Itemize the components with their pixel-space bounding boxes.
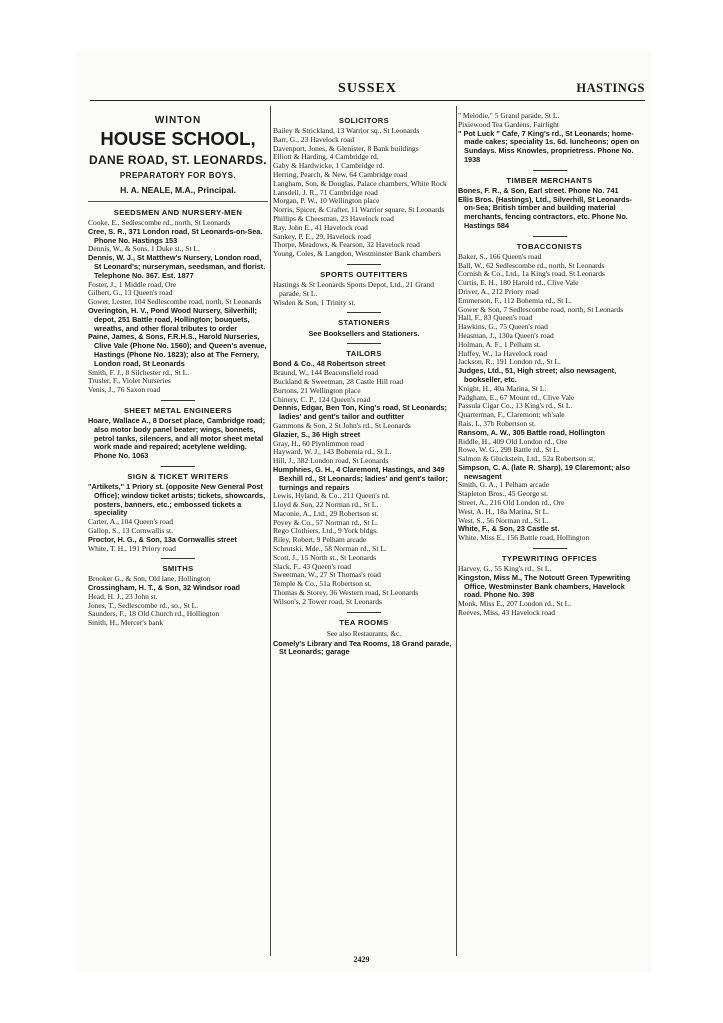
directory-entry: Hill, J., 382 London road, St Leonards (273, 456, 389, 466)
directory-entry: Braund, W., 144 Beaconsfield road (273, 368, 379, 378)
directory-entry: Gaby & Hardwicke, 1 Cambridge rd. (273, 161, 385, 171)
directory-entry: Huffey, W., 1a Havelock road (458, 348, 548, 358)
directory-entry: White, Miss E., 156 Battle road, Hollington (458, 533, 590, 543)
directory-entry-bold: Kingston, Miss M., The Notcutt Green Typewriting Office, Westminster Bank chambers, Havelock road. Phone No. 398 (458, 572, 631, 600)
directory-entry: Rais, I., 37b Robertson st. (458, 418, 536, 428)
directory-entry: Sweetman, W., 27 St Thomas's road (273, 570, 381, 580)
directory-entry-bold: Dennis, Edgar, Ben Ton, King's road, St Leonards; ladies' and gent's tailor and outfitter (273, 403, 447, 422)
directory-entry: Driver, A., 212 Priory road (458, 286, 539, 296)
directory-entry-bold: Proctor, H. G., & Son, 13a Cornwallis street (88, 534, 237, 544)
directory-entry: " Melodie," 5 Grand parade, St L. (458, 112, 560, 120)
directory-entry-bold: Ellis Bros. (Hastings), Ltd., Silverhill, St Leonards-on-Sea; British timber and building material merchants, fencing contractors, etc. Phone No. Hastings 584 (458, 194, 632, 230)
directory-entry: Temple & Co., 51a Robertson st. (273, 579, 372, 589)
directory-entry: Burtons, 21 Wellington place (273, 385, 361, 395)
directory-entry-bold: Comely's Library and Tea Rooms, 18 Grand parade, St Leonards; garage (273, 638, 452, 657)
directory-entry: Lansdell, J. R., 71 Cambridge road (273, 187, 378, 197)
directory-entry: Salmon & Gluckstein, Ltd., 52a Robertson st. (458, 454, 596, 464)
column-rule (456, 106, 457, 956)
directory-entry-bold: Glazier, S., 36 High street (273, 429, 361, 439)
directory-entry: West, S., 56 Norman rd., St L. (458, 515, 549, 525)
directory-entry: Gray, H., 60 Plynlimmon road (273, 438, 364, 448)
directory-entry: Baker, S., 166 Queen's road (458, 251, 542, 261)
directory-entry-bold: Humphries, G. H., 4 Claremont, Hastings, and 349 Bexhill rd., St Leonards; ladies' and gent's tailor; turnings and repairs (273, 464, 448, 492)
column-rule (270, 106, 271, 956)
directory-entry: Morgan, P. W., 10 Wellington place (273, 196, 380, 206)
directory-entry: Norris, Spicer, & Crafter, 11 Warrior square, St Leonards (273, 205, 445, 215)
directory-entry: Brooker G., & Son, Old lane, Hollington (88, 574, 211, 584)
directory-entry: Riley, Robert, 9 Pelham arcade (273, 535, 367, 545)
directory-entry: Saunders, F., 18 Old Church rd., Hollington (88, 609, 220, 619)
directory-entry: Cornish & Co., Ltd., 1a King's road, St Leonards (458, 269, 605, 279)
directory-entry: Riddle, H., 409 Old London rd., Ore (458, 436, 568, 446)
section-heading: STATIONERS (338, 318, 390, 328)
directory-entry-bold: White, F., & Son, 23 Castle st. (458, 524, 560, 534)
directory-entry: Emmerson, F., 112 Bohemia rd., St L. (458, 295, 572, 305)
section-divider (347, 312, 381, 313)
directory-entry-bold: Cree, S. R., 371 London road, St Leonards-on-Sea. Phone No. Hastings 153 (88, 226, 263, 245)
directory-entry: Phillips & Cheesman, 23 Havelock road (273, 213, 394, 223)
directory-entry: Pixiewood Tea Gardens, Fairlight (458, 119, 559, 129)
directory-entry: Buckland & Sweetman, 28 Castle Hill road (273, 376, 404, 386)
section-heading: TOBACCONISTS (516, 241, 583, 251)
directory-entry-bold: "Artikets," 1 Priory st. (opposite New General Post Office); window ticket artists; tickets, showcards, posters, banners, etc.; embossed tickets a speciality (88, 481, 266, 518)
directory-entry: Scott, J., 15 North st., St Leonards (273, 552, 377, 562)
directory-entry: Head, H. J., 23 John st. (88, 591, 158, 601)
directory-entry: Elliott & Harding, 4 Cambridge rd. (273, 152, 379, 162)
directory-entry: Padgham, E., 67 Mount rd., Clive Vale (458, 392, 575, 402)
directory-entry: Dennis, W., & Sons, 1 Duke st., St L. (88, 244, 200, 254)
section-heading: SMITHS (162, 564, 194, 574)
directory-entry: Stapleton Bros., 45 George st. (458, 489, 549, 499)
directory-entry: Wisden & Son, 1 Trinity st. (273, 297, 356, 307)
directory-entry: Thorpe, Meadows, & Fearson, 32 Havelock road (273, 240, 420, 250)
directory-entry: Jones, T., Sedlescombe rd., so., St L. (88, 600, 199, 610)
directory-entry: Sankey, P. E., 29, Havelock road (273, 231, 371, 241)
directory-entry: Smith, H., Mercer's bank (88, 618, 164, 628)
directory-entry-bold: Bones, F. R., & Son, Earl street. Phone No. 741 (458, 185, 619, 195)
page-header (90, 80, 645, 101)
directory-entry: Ball, W., 62 Sedlescombe rd., north, St Leonards (458, 260, 605, 270)
directory-entry: Cooke, E., Sedlescombe rd., north, St Leonards (88, 218, 231, 227)
section-heading: SHEET METAL ENGINEERS (123, 405, 233, 415)
section-heading: TYPEWRITING OFFICES (501, 554, 598, 564)
directory-column-3 (458, 112, 641, 954)
section-divider (161, 466, 195, 467)
directory-entry: Knight, H., 40a Marina, St L. (458, 383, 547, 393)
section-divider (533, 236, 567, 237)
section-divider (347, 264, 381, 265)
directory-entry: Quarterman, F., Claremont; wh'sale (458, 410, 565, 420)
directory-entry: Reeves, Miss, 43 Havelock road (458, 608, 556, 618)
directory-entry: Trusler, F., Violet Nurseries (88, 376, 171, 386)
directory-entry: Lloyd & Son, 22 Norman rd., St L. (273, 500, 379, 510)
directory-entry: Bailey & Strickland, 13 Warrior sq., St Leonards (273, 126, 420, 135)
directory-entry: Monk, Miss E., 207 London rd., St L. (458, 599, 572, 609)
section-heading: SOLICITORS (338, 116, 390, 125)
page-number: 2429 (353, 955, 370, 964)
directory-entry-bold: Paine, James, & Sons, F.R.H.S., Harold Nurseries, Clive Vale (Phone No. 1560); and Queen's avenue, Hastings (Phone No. 1823); also at The Fernery, London road, St Leonards (88, 332, 267, 368)
directory-entry: Herring, Pearch, & New, 64 Cambridge road (273, 169, 408, 179)
directory-entry: Venis, J., 76 Saxon road (88, 385, 161, 395)
directory-entry: Maconie, A., Ltd., 29 Robertson st. (273, 508, 379, 518)
directory-entry-bold: " Pot Luck " Cafe, 7 King's rd., St Leonards; home-made cakes; speciality 1s. 6d. luncheons; open on Sundays. Miss Knowles, proprietress. Phone No. 1938 (458, 128, 640, 164)
directory-entry-bold: Overington, H. V., Pond Wood Nursery, Silverhill; depot, 251 Battle road, Hollington; bouquets, wreaths, and other floral tributes to order (88, 305, 257, 333)
section-heading: TAILORS (346, 349, 382, 359)
directory-entry: Rowe, W. G., 299 Battle rd., St L. (458, 445, 560, 455)
directory-entry: Langham, Son, & Douglas, Palace chambers, White Rock (273, 178, 447, 188)
directory-entry: Curtis, E. H., 180 Harold rd., Clive Vale (458, 278, 579, 288)
school-advertisement (88, 115, 268, 202)
directory-entry: Slack, F., 43 Queen's road (273, 561, 352, 571)
cross-reference-note: See also Restaurants, &c. (326, 628, 402, 638)
directory-entry: Passula Cigar Co., 13 King's rd., St L. (458, 401, 573, 411)
directory-entry: Gallop, S., 13 Cornwallis st. (88, 525, 174, 535)
section-divider (161, 400, 195, 401)
section-divider (161, 558, 195, 559)
town-heading: HASTINGS (576, 81, 645, 95)
section-divider (347, 343, 381, 344)
directory-column-1 (88, 112, 268, 954)
directory-entry-bold: Bond & Co., 48 Robertson street (273, 359, 386, 369)
section-heading: SEEDSMEN AND NURSERY-MEN (113, 208, 243, 217)
ad-heading: WINTON (154, 115, 202, 126)
directory-entry: Barr, G., 23 Havelock road (273, 134, 355, 144)
section-heading: SPORTS OUTFITTERS (320, 269, 408, 279)
directory-entry: Gammons & Son, 2 St John's rd., St Leonards (273, 420, 411, 430)
directory-entry: Chinery, C. P., 124 Queen's road (273, 394, 371, 404)
directory-entry: Lewis, Hyland, & Co., 211 Queen's rd. (273, 491, 390, 501)
directory-entry: Gilbert, G., 13 Queen's road (88, 288, 173, 298)
section-heading: SIGN & TICKET WRITERS (127, 471, 229, 481)
section-divider (533, 170, 567, 171)
ad-title: HOUSE SCHOOL, (100, 128, 256, 149)
directory-entry: Hastings & St Leonards Sports Depot, Ltd., 21 Grand parade, St L. (273, 279, 435, 298)
directory-entry: Foster, J., 1 Middle road, Ore (88, 279, 177, 289)
section-heading: TEA ROOMS (339, 617, 389, 627)
directory-entry-bold: Crossingham, H. T., & Son, 32 Windsor road (88, 583, 240, 593)
directory-column-2 (273, 112, 455, 954)
directory-entry: Carter, A., 104 Queen's road (88, 517, 173, 527)
directory-entry: Jackson, R., 191 London rd., St L. (458, 357, 561, 367)
directory-entry: White, T. H., 191 Priory road (88, 543, 176, 553)
directory-entry-bold: Simpson, C. A. (late R. Sharp), 19 Claremont; also newsagent (458, 462, 631, 481)
ad-principal: H. A. NEALE, M.A., Principal. (120, 185, 236, 195)
directory-entry: West, A. H., 18a Marina, St L. (458, 506, 550, 516)
directory-entry: Davenport, Jones, & Glenister, 8 Bank buildings (273, 143, 419, 153)
cross-reference-note: See Booksellers and Stationers. (308, 329, 420, 339)
directory-entry: Ray, John E., 41 Havelock road (273, 222, 368, 232)
section-divider (533, 548, 567, 549)
county-heading: SUSSEX (338, 81, 397, 96)
directory-entry: Hayward, W. J., 143 Bohemia rd., St L. (273, 447, 392, 457)
directory-entry-bold: Judges, Ltd., 51, High street; also newsagent, bookseller, etc. (458, 366, 617, 384)
directory-entry-bold: Ransom, A. W., 305 Battle road, Hollington (458, 427, 605, 437)
ad-subtitle: PREPARATORY FOR BOYS. (119, 171, 237, 180)
directory-entry: Hall, F., 83 Queen's road (458, 313, 533, 323)
entry-list (88, 208, 268, 628)
directory-entry: Young, Coles, & Langdon, Westminster Bank chambers (273, 249, 441, 259)
entry-list (273, 116, 455, 657)
directory-entry: Gower, Lester, 104 Sedlescombe road, north, St Leonards (88, 297, 262, 307)
directory-entry-bold: Hoare, Wallace A., 8 Dorset place, Cambridge road; also motor body panel beater; wings, bonnets, petrol tanks, silencers, and all motor sheet metal work made and repaired; acetylene welding. Phone No. 1063 (88, 415, 266, 461)
section-heading: TIMBER MERCHANTS (506, 175, 593, 185)
directory-entry: Schrutski, Mde., 58 Norman rd., St L. (273, 544, 387, 554)
directory-entry: Harvey, G., 55 King's rd., St L. (458, 564, 552, 574)
directory-entry: Rego Clothiers, Ltd., 9 York bldgs. (273, 526, 379, 536)
directory-entry: Smith, G. A., 1 Pelham arcade (458, 480, 550, 490)
directory-entry: Gower & Son, 7 Sedlescombe road, north, St Leonards (458, 304, 624, 314)
directory-entry: Povey & Co., 57 Norman rd., St L. (273, 517, 378, 527)
section-divider (347, 612, 381, 613)
directory-entry: Hawkins, G., 75 Queen's road (458, 322, 548, 332)
directory-entry-bold: Dennis, W. J., St Matthew's Nursery, London road, St Leonard's; nurseryman, seedsman, and florist. Telephone No. 367. Est. 1877 (88, 253, 266, 280)
directory-entry: Heasman, J., 130a Queen's road (458, 330, 554, 340)
directory-entry: Thomas & Storey, 36 Western road, St Leonards (273, 588, 419, 598)
entry-list (458, 112, 641, 618)
directory-entry: Wilson's, 2 Tower road, St Leonards (273, 596, 382, 606)
ad-address: DANE ROAD, ST. LEONARDS. (89, 153, 267, 167)
directory-entry: Street, A., 216 Old London rd., Ore (458, 498, 565, 508)
directory-entry: Smith, F. J., 8 Silchester rd., St L. (88, 367, 190, 377)
directory-entry: Holman, A. F., 1 Pelham st. (458, 339, 541, 349)
